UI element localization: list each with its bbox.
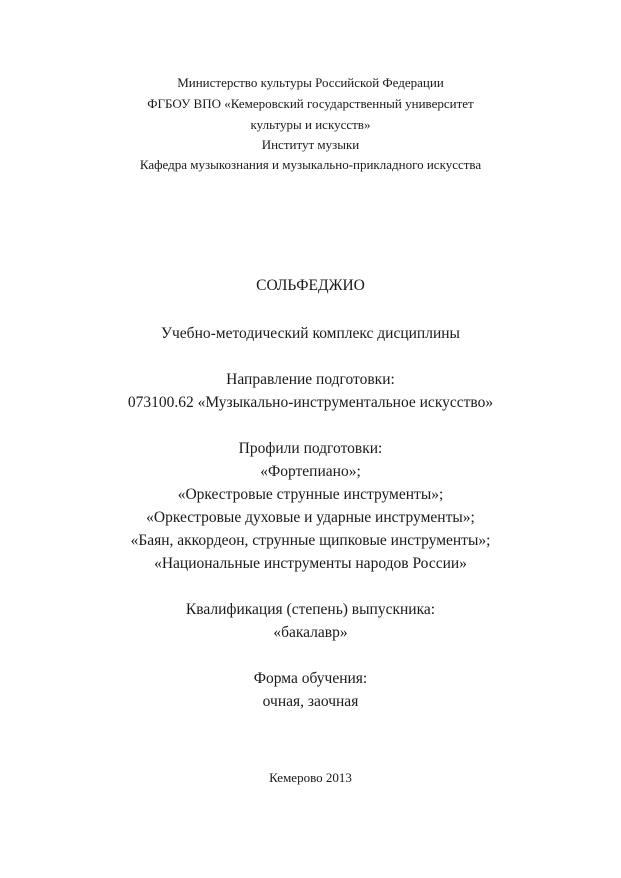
qualification-value: «бакалавр» [273,624,348,641]
profile-item: «Баян, аккордеон, струнные щипковые инструменты»; [130,532,491,549]
direction-label: Направление подготовки: [226,371,395,388]
profile-item: «Фортепиано»; [260,463,361,480]
university-line-1: ФГБОУ ВПО «Кемеровский государственный университет [147,96,474,111]
study-form-value: очная, заочная [262,693,359,710]
document-subtitle: Учебно-методический комплекс дисциплины [161,325,460,342]
city-year: Кемерово 2013 [269,770,352,785]
university-line-2: культуры и искусств» [250,117,371,132]
ministry-line: Министерство культуры Российской Федерации [177,75,444,90]
document-title: СОЛЬФЕДЖИО [256,277,365,294]
qualification-label: Квалификация (степень) выпускника: [185,601,436,618]
profile-item: «Оркестровые струнные инструменты»; [177,486,444,503]
profile-item: «Оркестровые духовые и ударные инструменты»; [146,509,475,526]
direction-value: 073100.62 «Музыкально-инструментальное искусство» [127,394,494,411]
department-line: Кафедра музыкознания и музыкально-прикладного искусства [139,157,482,172]
study-form-label: Форма обучения: [253,670,368,687]
profile-item: «Национальные инструменты народов России» [154,555,467,572]
institute-line: Институт музыки [261,137,360,152]
profiles-label: Профили подготовки: [238,440,383,457]
